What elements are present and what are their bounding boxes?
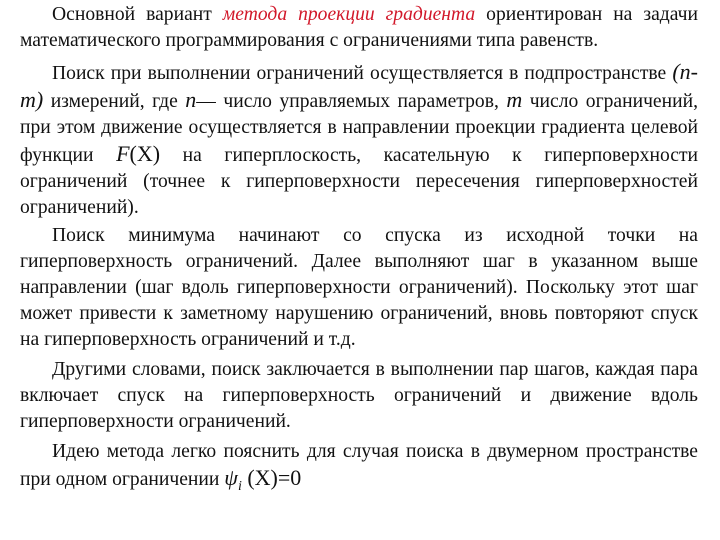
paragraph-search-minimum: Поиск минимума начинают со спуска из исходной точки на гиперповерхность ограничений. Далее выполняют шаг в указанном выше направлении (шаг вдоль гиперповерхности ограничений). Поскольку этот шаг может привести к заметному нарушению ограничений, вновь повторяют спуск на гиперповерхность ограничений и т.д. (20, 225, 698, 350)
paragraph-intro (20, 2, 698, 54)
formula-constraint-eq: (X)=0 (241, 465, 302, 490)
p2-text-5: на гиперплоскость, касательную к гиперповерхности ограничений (точнее к гиперповерхности пересечения гиперповерхностей ограничений). (20, 145, 698, 218)
formula-m: m (506, 87, 523, 112)
formula-psi-subscript: i (237, 478, 242, 494)
p2-text-2: измерений, где (43, 91, 186, 112)
formula-psi: ψ (224, 465, 238, 490)
intro-text-end: ориентирован на задачи математического программирования с ограничениями типа равенств. (20, 4, 698, 51)
p2-text-1: Поиск при выполнении ограничений осуществляется в подпространстве (52, 63, 673, 84)
paragraph-search-subspace (20, 59, 698, 221)
p2-text-3: — число управляемых параметров, (196, 91, 507, 112)
method-name-highlight: метода проекции градиента (222, 4, 476, 25)
paragraph-other-words: Другими словами, поиск заключается в выполнении пар шагов, каждая пара включает спуск на гиперповерхность ограничений и движение вдоль гиперповерхности ограничений. (20, 359, 698, 432)
intro-text-start: Основной вариант (52, 4, 223, 25)
formula-n: n (185, 87, 197, 112)
formula-F: F (116, 141, 130, 166)
p2-text-4: число ограничений, при этом движение осуществляется в направлении проекции градиента целевой функции (20, 91, 698, 166)
formula-X-arg: (X) (129, 141, 161, 166)
formula-n-minus-m: (n-m) (20, 59, 698, 112)
paragraph-method-idea (20, 439, 698, 500)
p5-text: Идею метода легко пояснить для случая поиска в двумерном пространстве при одном ограничении (20, 441, 698, 490)
